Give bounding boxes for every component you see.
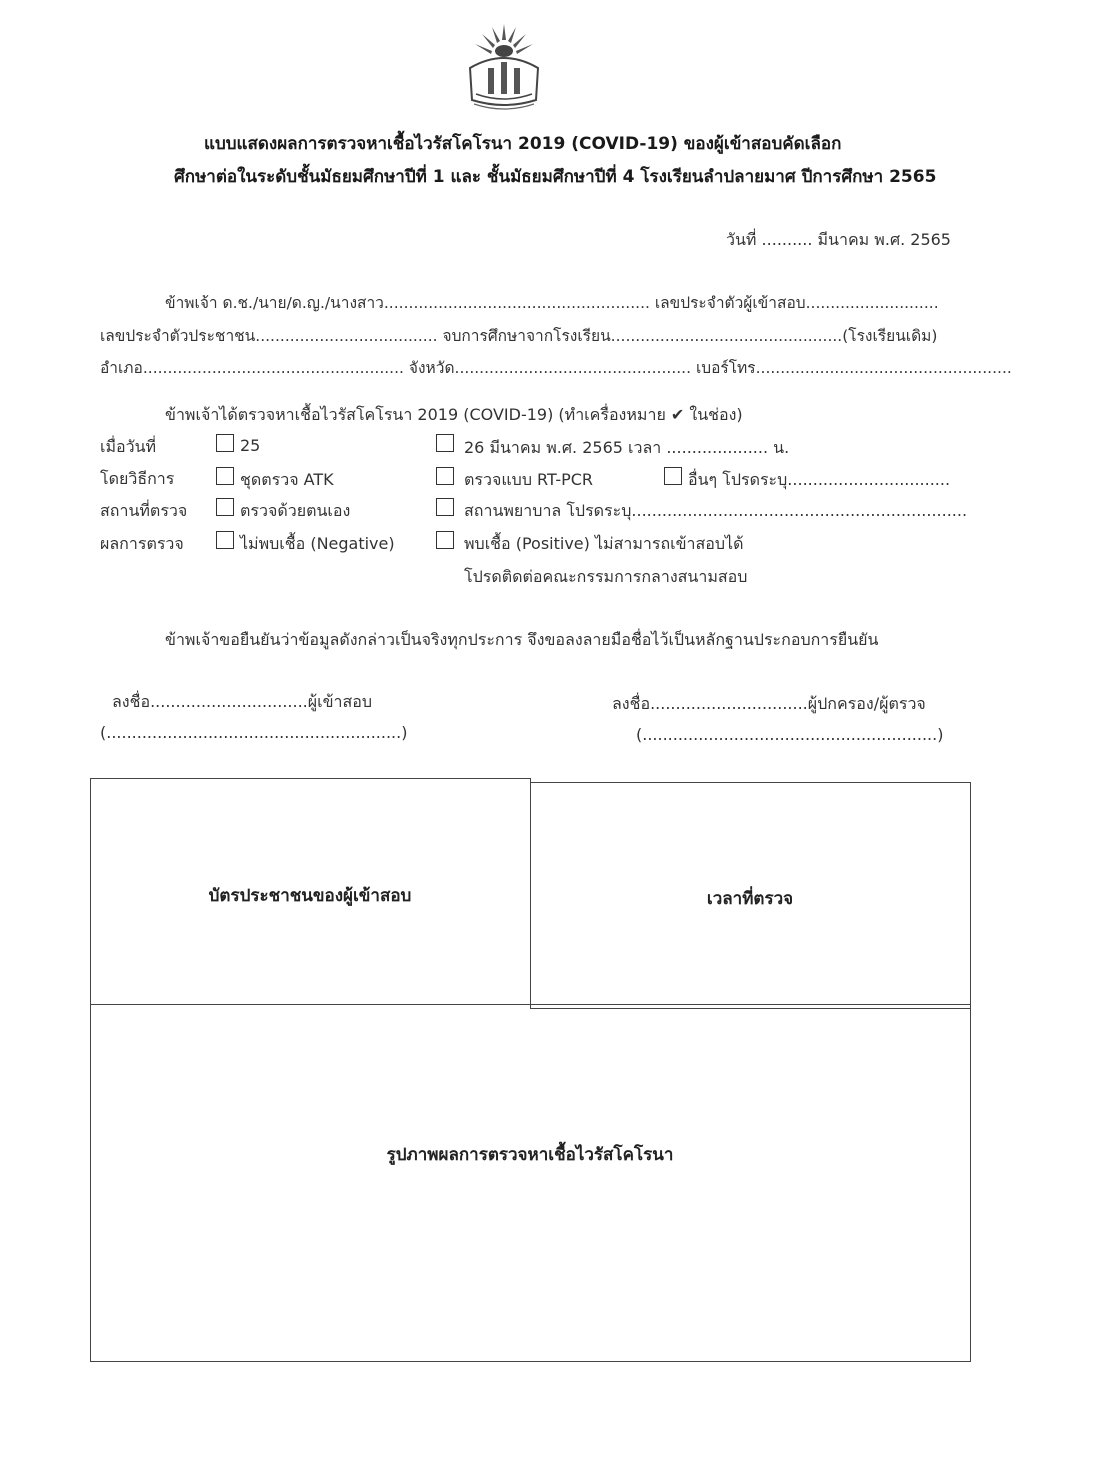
id-card-box-label: บัตรประชาชนของผู้เข้าสอบ xyxy=(208,886,412,906)
option-rt-pcr: ตรวจแบบ RT-PCR xyxy=(464,470,594,489)
guardian-name-line[interactable]: (..........................................................) xyxy=(636,725,944,744)
checkbox-rt-pcr[interactable] xyxy=(436,467,454,485)
row-label-place: สถานที่ตรวจ xyxy=(100,501,188,520)
contact-committee-note: โปรดติดต่อคณะกรรมการกลางสนามสอบ xyxy=(464,567,748,586)
option-hospital: สถานพยาบาล โปรดระบุ.................................................................. xyxy=(464,501,968,520)
checkbox-positive[interactable] xyxy=(436,531,454,549)
checkbox-hospital[interactable] xyxy=(436,498,454,516)
result-image-box-label: รูปภาพผลการตรวจหาเชื้อไวรัสโคโรนา xyxy=(386,1145,674,1165)
test-intro: ข้าพเจ้าได้ตรวจหาเชื้อไวรัสโคโรนา 2019 (COVID-19) (ทำเครื่องหมาย ✔ ในช่อง) xyxy=(165,405,743,424)
row-label-date: เมื่อวันที่ xyxy=(100,437,157,456)
applicant-name-line[interactable]: ข้าพเจ้า ด.ช./นาย/ด.ญ./นางสาว...................................................... เลขประจำตัวผู้เข้าสอบ........................... xyxy=(165,294,939,312)
checkbox-date-25[interactable] xyxy=(216,434,234,452)
district-province-phone-line[interactable]: อำเภอ..................................................... จังหวัด................................................ เบอร์โทร.................................................... xyxy=(100,359,1012,377)
school-seal-logo xyxy=(462,18,546,116)
option-date-25: 25 xyxy=(240,436,261,455)
checkbox-self-test[interactable] xyxy=(216,498,234,516)
checkbox-date-26[interactable] xyxy=(436,434,454,452)
checkbox-negative[interactable] xyxy=(216,531,234,549)
date-line: วันที่ .......... มีนาคม พ.ศ. 2565 xyxy=(726,230,951,249)
guardian-signature-line[interactable]: ลงชื่อ...............................ผู้ปกครอง/ผู้ตรวจ xyxy=(612,694,926,713)
form-title-line1: แบบแสดงผลการตรวจหาเชื้อไวรัสโคโรนา 2019 (COVID-19) ของผู้เข้าสอบคัดเลือก xyxy=(204,134,842,154)
option-date-26: 26 มีนาคม พ.ศ. 2565 เวลา .................... น. xyxy=(464,438,790,457)
checkbox-other-method[interactable] xyxy=(664,467,682,485)
form-title-line2: ศึกษาต่อในระดับชั้นมัธยมศึกษาปีที่ 1 และ ชั้นมัธยมศึกษาปีที่ 4 โรงเรียนลำปลายมาศ ปีการศึกษา 2565 xyxy=(174,167,937,187)
examinee-signature-line[interactable]: ลงชื่อ...............................ผู้เข้าสอบ xyxy=(112,692,373,711)
option-positive: พบเชื้อ (Positive) ไม่สามารถเข้าสอบได้ xyxy=(464,534,744,553)
examinee-name-line[interactable]: (..........................................................) xyxy=(100,723,408,742)
checkbox-atk[interactable] xyxy=(216,467,234,485)
confirmation-statement: ข้าพเจ้าขอยืนยันว่าข้อมูลดังกล่าวเป็นจริงทุกประการ จึงขอลงลายมือชื่อไว้เป็นหลักฐานประกอบการยืนยัน xyxy=(165,630,879,649)
option-atk: ชุดตรวจ ATK xyxy=(240,470,334,489)
row-label-method: โดยวิธีการ xyxy=(100,469,175,488)
option-negative: ไม่พบเชื้อ (Negative) xyxy=(240,534,395,553)
result-image-box[interactable] xyxy=(90,1004,971,1362)
citizen-id-school-line[interactable]: เลขประจำตัวประชาชน..................................... จบการศึกษาจากโรงเรียน...............................................(โรงเรียนเดิม) xyxy=(100,327,938,345)
option-self-test: ตรวจด้วยตนเอง xyxy=(240,501,351,520)
row-label-result: ผลการตรวจ xyxy=(100,534,184,553)
option-other-method: อื่นๆ โปรดระบุ................................ xyxy=(688,470,951,489)
test-time-box-label: เวลาที่ตรวจ xyxy=(706,889,794,909)
